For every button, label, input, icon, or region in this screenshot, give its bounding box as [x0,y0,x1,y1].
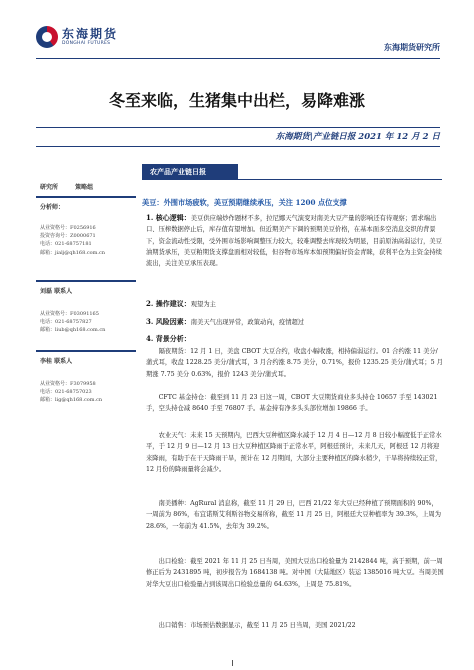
strategy-text: 观望为主 [190,301,216,308]
research-label: 研究所 [40,184,59,191]
sidebar-divider [36,280,136,282]
org-name: 东海期货研究所 [384,42,440,52]
paragraph-export-sales: 出口销售：市场预估数据显示，截至 11 月 25 日当周，美国 2021/22 [158,622,356,629]
contact1-phone: 电话：021-68757827 [40,319,92,326]
sidebar-divider [36,196,136,198]
contact1-info [40,310,105,335]
analyst-consult-id: 投资咨询号：Z0000671 [40,233,96,240]
core-logic-text: 美豆供应端炒作题材不多，拉尼娜天气演变对南美大豆产量的影响还有待观察；需求端出口、压榨数据停止后，库存值有望增加。但近期美产下调的预期美豆价格，在基本面多空消息交织的背景下，资金流动性受限，受外围市场影响调整压力较大，较难调整去库现较为明显，目前原油高弱运行，美豆油期货承压，美豆粕期货支撑盘面相对较低，但谷物市场库本如预期偏好资金青睐，获利平仓为主资金持续流出，关注美豆承压表现。 [146,215,442,268]
contact2-qualification: 从业资格号：F3079958 [40,381,96,387]
analyst-phone: 电话：021-68757181 [40,241,92,248]
analyst-email[interactable]: 邮箱：jialj@qh168.com.cn [40,249,105,256]
risk-block [146,316,444,328]
contact2-label: 李桂 联系人 [40,358,73,365]
paragraph-cftc: CFTC 基金持仓：截至到 11 月 23 日这一周，CBOT 大豆期货商业多头持仓 10657 手至 143021 手，空头持仓减 8640 手至 76807 手。基金持有净多头头部位增加 19866 手。 [146,394,438,413]
section-tab-underline [142,179,442,180]
strategy-title: 2. 操作建议： [146,299,191,308]
page-center-mark [232,660,233,666]
core-logic-block [146,212,444,269]
paragraph-weather: 农业天气：未来 15 天预期内，巴西大豆种植区降水减于 12 月 4 日—12 月 8 日较小幅度低于正常水平，于 12 月 9 日—12 月 13 日大豆种植区降雨于正常水平，阿根廷预计，未来几天，阿根廷 12 月将迎来降雨，有助于在干天降雨干旱，预计在 12 月期间，大部分主要种植区的降水稍少，干旱将持续较正常，12 月份的降雨量将会减少。 [146,432,442,473]
contact1-qualification: 从业资格号：F03091165 [40,311,99,317]
paragraph-futures: 隔夜期货：12 月 1 日，美盘 CBOT 大豆合约，收盘小幅收涨，相持偏弱运行。01 合约涨 11 美分/蒲式耳，收盘 1228.25 美分/蒲式耳，3 月合约涨 8.75 美分，0.71%，报价 1235.25 美分/蒲式耳；5 月期涨 7.75 美分 0.63%，报价 1243 美分/蒲式耳。 [146,348,443,378]
subhead-bottom-divider [36,146,440,147]
paragraph-planting: 南美播种：AgRural 消息称，截至 11 月 29 日，巴西 21/22 年大豆已经种植了预期面积的 90%，一周前为 86%，布宜诺斯艾利斯谷物交易所称，截至 11 月 25 日，阿根廷大豆种植率为 39.3%，上周为 28.6%，一年前为 41.5%，去年为 39.2%。 [146,500,442,530]
header-divider [36,58,440,59]
logo-en-text: DONGHAI FUTURES [62,41,111,46]
product-headline: 美豆：外围市场疲软，美豆预期继续承压，关注 1200 点位支撑 [142,198,347,207]
risk-title: 3. 风险因素： [146,317,191,326]
contact1-label: 刘磊 联系人 [40,288,73,295]
subhead-top-divider [36,127,440,128]
contact2-info [40,380,102,405]
analyst-qualification: 从业资格号：F0256916 [40,225,96,231]
strategy-block [146,298,444,310]
background-block [146,333,444,345]
section-tab: 农产品产业链日报 [142,164,238,179]
research-value: 策略组 [75,184,94,191]
background-title: 4. 背景分析： [146,334,191,343]
sidebar-divider [36,350,136,352]
core-logic-title: 1. 核心逻辑： [146,213,191,222]
report-subhead: 东海期货|产业链日报 2021 年 12 月 2 日 [275,132,440,142]
contact2-email[interactable]: 邮箱：lig@qh168.com.cn [40,397,103,404]
contact2-phone: 电话：021-68757023 [40,389,92,396]
logo-cn-text: 东海期货 [62,27,119,41]
analyst-info [40,224,105,257]
company-logo [36,22,126,56]
risk-text: 南美天气出现异常，政策动向，疫情超过 [190,319,305,326]
contact1-email[interactable]: 邮箱：liub@qh168.com.cn [40,327,106,334]
analyst-label: 分析师： [40,204,65,211]
logo-mark-icon [36,26,58,48]
report-title: 冬至来临，生猪集中出栏，易降难涨 [108,91,365,110]
paragraph-export-inspection: 出口检验：截至 2021 年 11 月 25 日当周，美国大豆出口检验量为 2142844 吨，高于预期，前一周修正后为 2431895 吨，初步报告为 1684138 吨。对中国（大陆地区）装运 1385016 吨大豆。当周美国对华大豆出口检验量占到该周出口检验总量的 64.63%，上周是 75.81%。 [146,558,444,588]
research-row [40,174,93,193]
